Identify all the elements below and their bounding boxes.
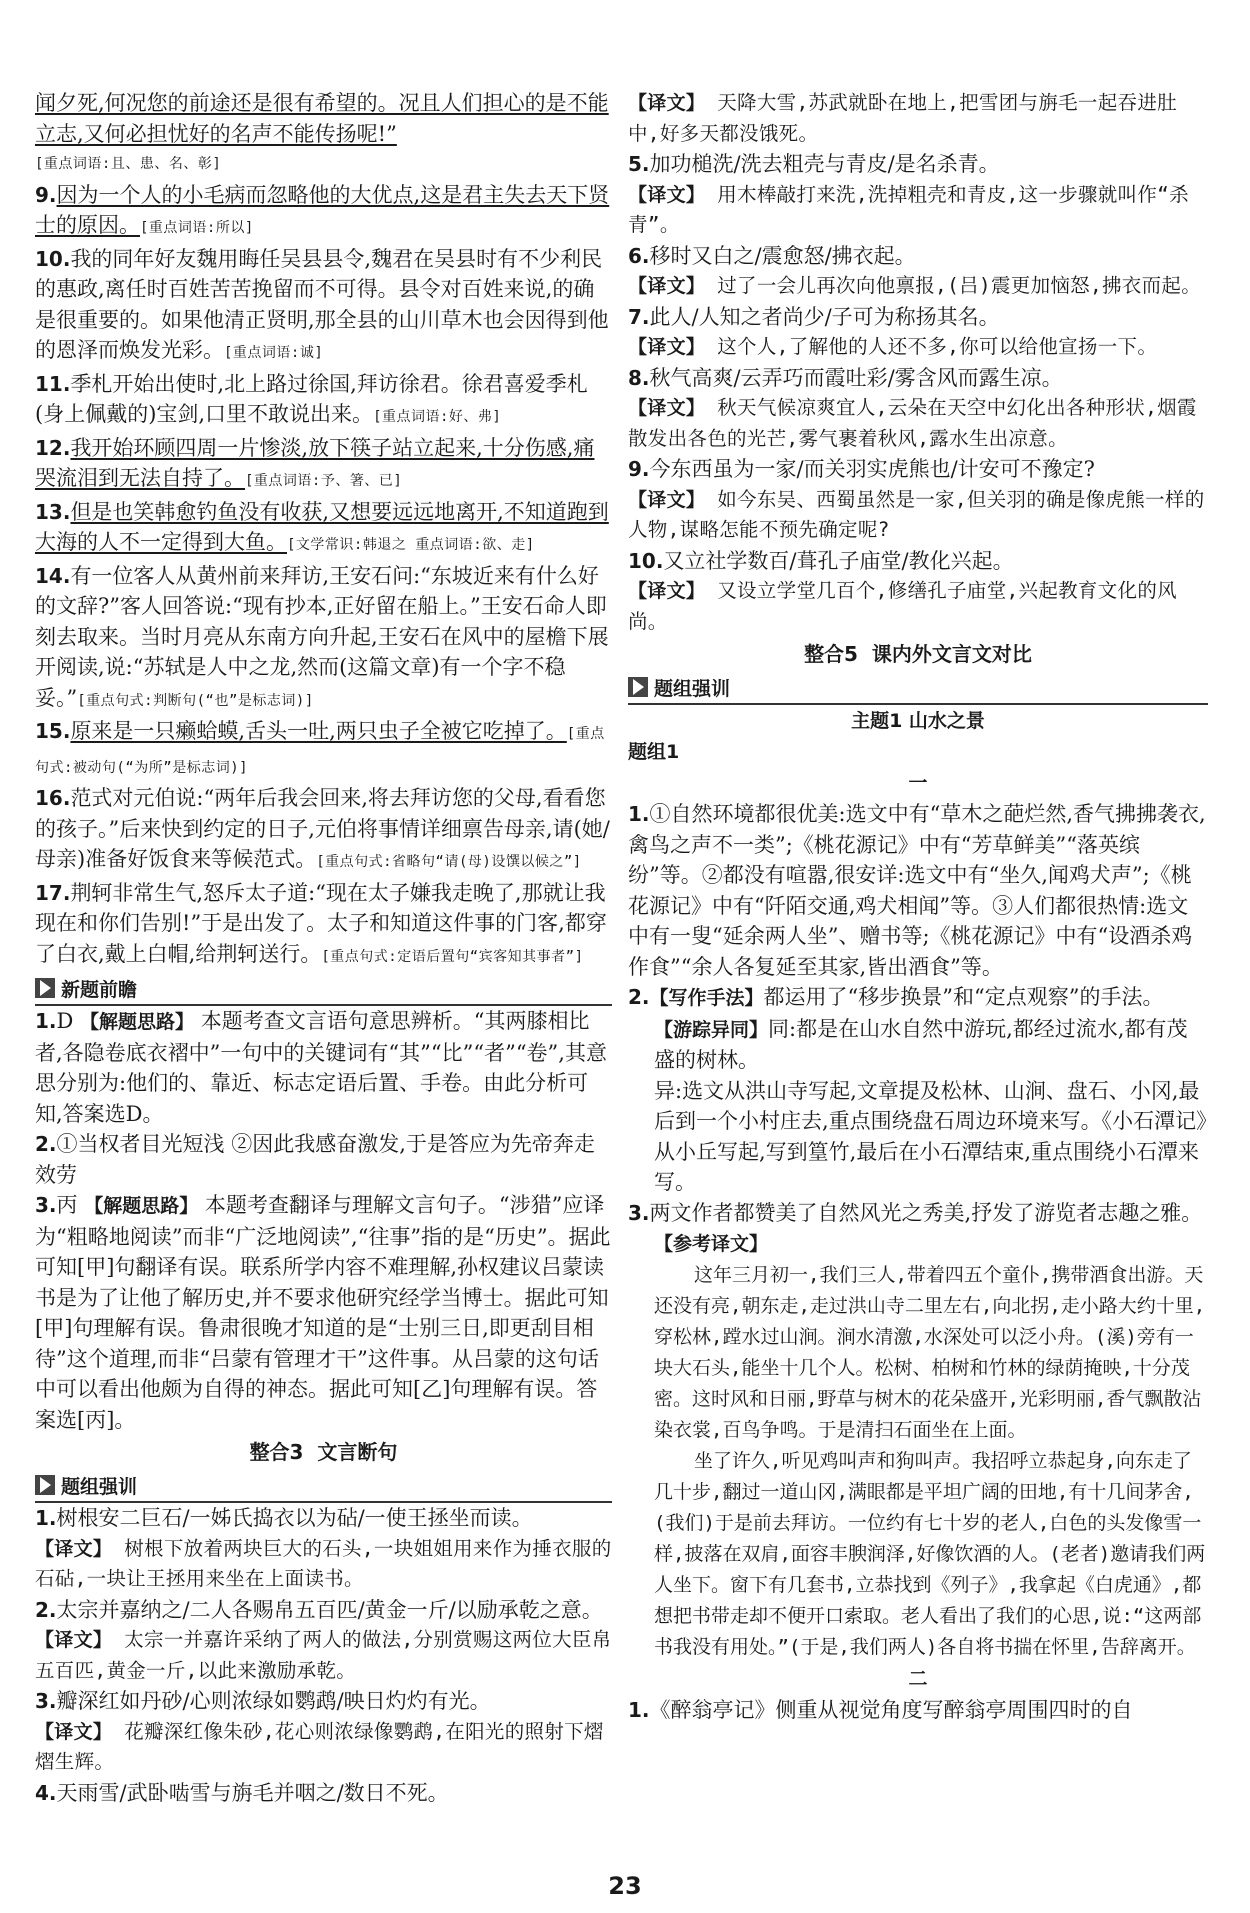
drill-item-7 (628, 302, 1208, 333)
answer-text: ①自然环境都很优美:选文中有“草木之葩烂然,香气拂拂袭衣,禽鸟之声不一类”;《桃花源记》中有“芳草鲜美”“落英缤纷”等。②都没有喧嚣,很安详:选文中有“坐久,闻鸡犬声”;《桃花源记》中有“阡陌交通,鸡犬相闻”等。③人们都很热情:选文中有一叟“延余两人坐”、赠书等;《桃花源记》中有“设酒杀鸡作食”“余人各复延至其家,皆出酒食”等。 (628, 802, 1206, 979)
key-words-note: [重点词语:且、患、名、彰] (35, 156, 222, 172)
answer-text: 此人/人知之者尚少/子可为称扬其名。 (649, 304, 1000, 329)
translation-block (628, 180, 1208, 241)
route-tag: 【游踪异同】 (654, 1018, 769, 1041)
answer-text: 天雨雪/武卧啮雪与旃毛并咽之/数日不死。 (56, 1780, 449, 1805)
play-icon (35, 978, 55, 998)
item-number: 14. (35, 563, 71, 588)
answer-text: 太宗并嘉纳之/二人各赐帛五百匹/黄金一斤/以励承乾之意。 (56, 1597, 603, 1622)
translation-block (628, 576, 1208, 637)
item-number: 16. (35, 786, 71, 810)
translation-tag: 【译文】 (35, 1537, 113, 1560)
key-words-note: [重点句式:省略句“请(母)设馔以候之”] (316, 854, 582, 870)
answer-text: 两文作者都赞美了自然风光之秀美,抒发了游览者志趣之雅。 (649, 1200, 1203, 1225)
drill-item-6 (628, 241, 1208, 272)
item-number: 8. (628, 365, 650, 390)
key-words-note: [重点词语:好、弗] (373, 409, 502, 425)
answer-text: 有一位客人从黄州前来拜访,王安石问:“东坡近来有什么好的文辞?”客人回答说:“现有抄本,正好留在船上。”王安石命人即刻去取来。当时月亮从东南方向升起,王安石在风中的屋檐下展开阅读,说:“苏轼是人中之龙,然而(这篇文章)有一个字不稳妥。” (35, 563, 609, 710)
section-header-drill (628, 671, 1208, 705)
item-number: 17. (35, 880, 71, 905)
reference-translation-tag (628, 1228, 1208, 1260)
item-number: 6. (628, 243, 650, 268)
answer-text: 《醉翁亭记》侧重从视觉角度写醉翁亭周围四时的自 (649, 1697, 1133, 1722)
key-words-note: [重点词语:诚] (224, 345, 324, 361)
answer-text: 同:都是在山水自然中游玩,都经过流水,都有茂盛的树林。 (654, 1016, 1188, 1072)
item-number: 1. (628, 802, 650, 826)
solution-tag: 【解题思路】 (80, 1011, 195, 1033)
section-header-drill (35, 1469, 612, 1503)
answer-text: 季札开始出使时,北上路过徐国,拜访徐君。徐君喜爱季札(身上佩戴的)宝剑,口里不敢说出来。 (35, 371, 588, 426)
item-number: 10. (35, 246, 71, 271)
drill-item-10 (628, 546, 1208, 577)
reference-paragraph-2: 坐了许久,听见鸡叫声和狗叫声。我招呼立恭起身,向东走了几十步,翻过一道山冈,满眼都是平坦广阔的田地,有十几间茅舍,(我们)于是前去拜访。一位约有七十岁的老人,白色的头发像雪一样,披落在双肩,面容丰腴润泽,好像饮酒的人。(老者)邀请我们两人坐下。窗下有几套书,立恭找到《列子》,我拿起《白虎通》,都想把书带走却不便开口索取。老人看出了我们的心思,说:“这两部书我没有用处。”(于是,我们两人)各自将书揣在怀里,告辞离开。 (654, 1449, 1206, 1658)
answer-text: 树根安二巨石/一姊氏捣衣以为砧/一使王拯坐而读。 (56, 1506, 533, 1530)
chapter-label: 整合5 (804, 642, 858, 666)
chapter-heading-3 (35, 1435, 612, 1469)
solution-tag: 【解题思路】 (84, 1195, 199, 1217)
translation-tag: 【译文】 (35, 1629, 113, 1651)
answer-item-9 (35, 180, 612, 244)
key-words-note: [重点句式:被动句(“为所”是标志词)] (35, 726, 605, 776)
translation-block (35, 1625, 612, 1686)
translation-tag: 【译文】 (35, 1720, 113, 1743)
method-tag: 【写作手法】 (649, 987, 764, 1009)
answer-text: 秋气高爽/云弄巧而霞吐彩/雾含风而露生凉。 (649, 365, 1063, 390)
answer-text: 但是也笑韩愈钓鱼没有收获,又想要远远地离开,不知道跑到大海的人不一定得到大鱼。 (35, 499, 609, 554)
question-item-2-diff (628, 1076, 1208, 1198)
item-number: 3. (628, 1200, 650, 1225)
answer-item-11 (35, 369, 612, 433)
translation-text: 太宗一并嘉许采纳了两人的做法,分别赏赐这两位大臣帛五百匹,黄金一斤,以此来激励承乾。 (35, 1628, 612, 1682)
answer-text: 我开始环顾四周一片惨淡,放下筷子站立起来,十分伤感,痛哭流泪到无法自持了。 (35, 435, 595, 490)
theme-heading: 主题1 山水之景 (851, 710, 985, 732)
question-item-3 (35, 1190, 612, 1435)
section-title: 新题前瞻 (61, 978, 138, 1001)
translation-block (628, 332, 1208, 363)
reference-paragraph-1: 这年三月初一,我们三人,带着四五个童仆,携带酒食出游。天还没有亮,朝东走,走过洪山寺二里左右,向北拐,走小路大约十里,穿松林,蹚水过山涧。涧水清激,水深处可以泛小舟。(溪)旁有一块大石头,能坐十几个人。松树、柏树和竹林的绿荫掩映,十分茂密。这时风和日丽,野草与树木的花朵盛开,光彩明丽,香气飘散沾染衣裳,百鸟争鸣。于是清扫石面坐在上面。 (654, 1263, 1206, 1441)
play-icon (628, 677, 648, 697)
item-number: 5. (628, 152, 650, 176)
answer-item-16 (35, 783, 612, 878)
chapter-heading-5 (628, 637, 1208, 671)
translation-text: 天降大雪,苏武就卧在地上,把雪团与旃毛一起吞进肚中,好多天都没饿死。 (628, 91, 1177, 145)
item-number: 1. (35, 1009, 57, 1033)
item-number: 15. (35, 719, 71, 743)
answer-text: 异:选文从洪山寺写起,文章提及松林、山涧、盘石、小冈,最后到一个小村庄去,重点围绕盘石周边环境来写。《小石潭记》从小丘写起,写到篁竹,最后在小石潭结束,重点围绕小石潭来写。 (654, 1078, 1207, 1194)
translation-text: 花瓣深红像朱砂,花心则浓绿像鹦鹉,在阳光的照射下熠熠生辉。 (35, 1719, 604, 1773)
key-words-note: [重点句式:判断句(“也”是标志词)] (77, 692, 314, 709)
translation-tag: 【译文】 (628, 275, 706, 297)
answer-text: 瓣深红如丹砂/心则浓绿如鹦鹉/映日灼灼有光。 (56, 1689, 491, 1713)
item-number: 9. (35, 182, 57, 207)
answer-text: 原来是一只癞蛤蟆,舌头一吐,两只虫子全被它吃掉了。 (70, 719, 567, 743)
key-words-note: [文学常识:韩退之 重点词语:欲、走] (287, 537, 535, 553)
item-number: 9. (628, 457, 650, 481)
translation-tag: 【译文】 (628, 92, 706, 114)
chapter-label: 整合3 (249, 1440, 304, 1464)
translation-block (628, 393, 1208, 454)
item-number: 7. (628, 304, 650, 329)
drill-item-8 (628, 363, 1208, 394)
answer-choice: D (56, 1009, 74, 1033)
answer-text: ①当权者目光短浅 ②因此我感奋激发,于是答应为先帝奔走效劳 (35, 1132, 595, 1187)
answer-item-15 (35, 716, 612, 783)
drill-item-3 (35, 1686, 612, 1717)
answer-text: 加功槌洗/洗去粗壳与青皮/是名杀青。 (649, 152, 1000, 176)
item-number: 1. (628, 1697, 650, 1722)
translation-text: 秋天气候凉爽宜人,云朵在天空中幻化出各种形状,烟霞散发出各色的光芒,雾气裹着秋风,露水生出凉意。 (628, 396, 1197, 450)
translation-text: 过了一会儿再次向他禀报,(吕)震更加恼怒,拂衣而起。 (717, 274, 1202, 297)
page-number: 23 (608, 1872, 642, 1900)
item-number: 13. (35, 499, 71, 524)
item-number: 10. (628, 548, 664, 573)
question-item-2-route (628, 1014, 1208, 1076)
key-words-note: [重点句式:定语后置句“宾客知其事者”] (321, 948, 584, 965)
translation-block (35, 1534, 612, 1595)
item-number: 11. (35, 371, 71, 396)
translation-tag: 【译文】 (628, 397, 706, 419)
answer-text: 本题考查文言语句意思辨析。“其两膝相比者,各隐卷底衣褶中”一句中的关键词有“其”“比”“者”“卷”,其意思分别为:他们的、靠近、标志定语后置、手卷。由此分析可知,答案选D。 (35, 1009, 607, 1126)
answer-text: 又立社学数百/葺孔子庙堂/教化兴起。 (663, 548, 1014, 573)
item-number: 3. (35, 1689, 57, 1713)
answer-item-10 (35, 244, 612, 369)
translation-text: 这个人,了解他的人还不多,你可以给他宣扬一下。 (717, 335, 1158, 358)
key-words-note: [重点词语:所以] (140, 220, 254, 236)
play-icon (35, 1475, 55, 1495)
section-title: 题组强训 (61, 1475, 138, 1498)
group-label: 题组1 (628, 741, 680, 763)
translation-text: 用木棒敲打来洗,洗掉粗壳和青皮,这一步骤就叫作“杀青”。 (628, 182, 1189, 236)
translation-block (628, 485, 1208, 546)
answer-choice: 丙 (56, 1193, 78, 1217)
question-item-e1 (628, 1695, 1208, 1726)
translation-text: 如今东吴、西蜀虽然是一家,但关羽的确是像虎熊一样的人物,谋略怎能不预先确定呢? (628, 487, 1205, 541)
drill-item-2 (35, 1595, 612, 1626)
translation-block (628, 88, 1208, 149)
translation-tag: 【译文】 (628, 488, 706, 511)
section-header-new-questions (35, 972, 612, 1006)
question-item-2 (628, 982, 1208, 1014)
translation-block (628, 271, 1208, 302)
item-number: 1. (35, 1506, 57, 1530)
answer-text: 我的同年好友魏用晦任吴县县令,魏君在吴县时有不少利民的惠政,离任时百姓苦苦挽留而不可得。县令对百姓来说,的确是很重要的。如果他清正贤明,那全县的山川草木也会因得到他的恩泽而焕发光彩。 (35, 246, 609, 362)
answer-item-14 (35, 561, 612, 717)
answer-text: 本题考查翻译与理解文言句子。“涉猎”应译为“粗略地阅读”而非“广泛地阅读”,“往事”指的是“历史”。据此可知[甲]句翻译有误。联系所学内容不难理解,孙权建议吕蒙读书是为了让他了解历史,并不要求他研究经学当博士。据此可知[甲]句理解有误。鲁肃很晚才知道的是“士别三日,即更刮目相待”这个道理,而非“吕蒙有管理才干”这件事。从吕蒙的这句话中可以看出他颇为自得的神态。据此可知[乙]句理解有误。答案选[丙]。 (35, 1193, 611, 1432)
item-number: 3. (35, 1193, 57, 1217)
left-column (35, 88, 612, 1808)
drill-item-5 (628, 149, 1208, 180)
drill-item-9 (628, 454, 1208, 485)
answer-text: 因为一个人的小毛病而忽略他的大优点,这是君主失去天下贤士的原因。 (35, 182, 610, 237)
answer-text: 范式对元伯说:“两年后我会回来,将去拜访您的父母,看看您的孩子。”后来快到约定的日子,元伯将事情详细禀告母亲,请(她/母亲)准备好饭食来等候范式。 (35, 786, 610, 871)
drill-item-1 (35, 1503, 612, 1534)
question-item-2 (35, 1129, 612, 1190)
item-number: 2. (35, 1132, 57, 1156)
answer-item-17 (35, 878, 612, 973)
chapter-title: 课内外文言文对比 (871, 642, 1032, 666)
chapter-title: 文言断句 (317, 1440, 398, 1464)
translation-tag: 【译文】 (628, 183, 706, 206)
answer-text: 闻夕死,何况您的前途还是很有希望的。况且人们担心的是不能立志,又何必担忧好的名声不能传扬呢!” (35, 91, 609, 146)
translation-block (35, 1717, 612, 1778)
question-item-1 (35, 1006, 612, 1129)
translation-tag: 【译文】 (628, 580, 706, 602)
part-marker-one: 一 (908, 772, 928, 794)
right-column (628, 88, 1208, 1725)
answer-text: 都运用了“移步换景”和“定点观察”的手法。 (763, 985, 1164, 1009)
translation-tag: 【译文】 (628, 336, 706, 358)
part-marker-two: 二 (908, 1667, 928, 1690)
answer-item-13 (35, 497, 612, 561)
translation-text: 又设立学堂几百个,修缮孔子庙堂,兴起教育文化的风尚。 (628, 579, 1177, 633)
ref-tag: 【参考译文】 (654, 1233, 769, 1255)
item-number: 2. (628, 985, 650, 1009)
question-item-3 (628, 1198, 1208, 1229)
question-item-1 (628, 799, 1208, 982)
section-title: 题组强训 (654, 677, 731, 700)
translation-text: 树根下放着两块巨大的石头,一块姐姐用来作为捶衣服的石砧,一块让王拯用来坐在上面读书。 (35, 1536, 612, 1590)
key-words-note: [重点词语:予、箸、已] (245, 473, 403, 489)
item-number: 2. (35, 1597, 57, 1622)
answer-text: 今东西虽为一家/而关羽实虎熊也/计安可不豫定? (649, 457, 1095, 481)
drill-item-4 (35, 1778, 612, 1809)
answer-item-12 (35, 433, 612, 497)
answer-text: 荆轲非常生气,怒斥太子道:“现在太子嫌我走晚了,那就让我现在和你们告别!”于是出发了。太子和知道这件事的门客,都穿了白衣,戴上白帽,给荆轲送行。 (35, 880, 607, 966)
item-number: 4. (35, 1780, 57, 1805)
answer-text: 移时又白之/震愈怒/拂衣起。 (649, 243, 916, 268)
item-number: 12. (35, 435, 71, 460)
